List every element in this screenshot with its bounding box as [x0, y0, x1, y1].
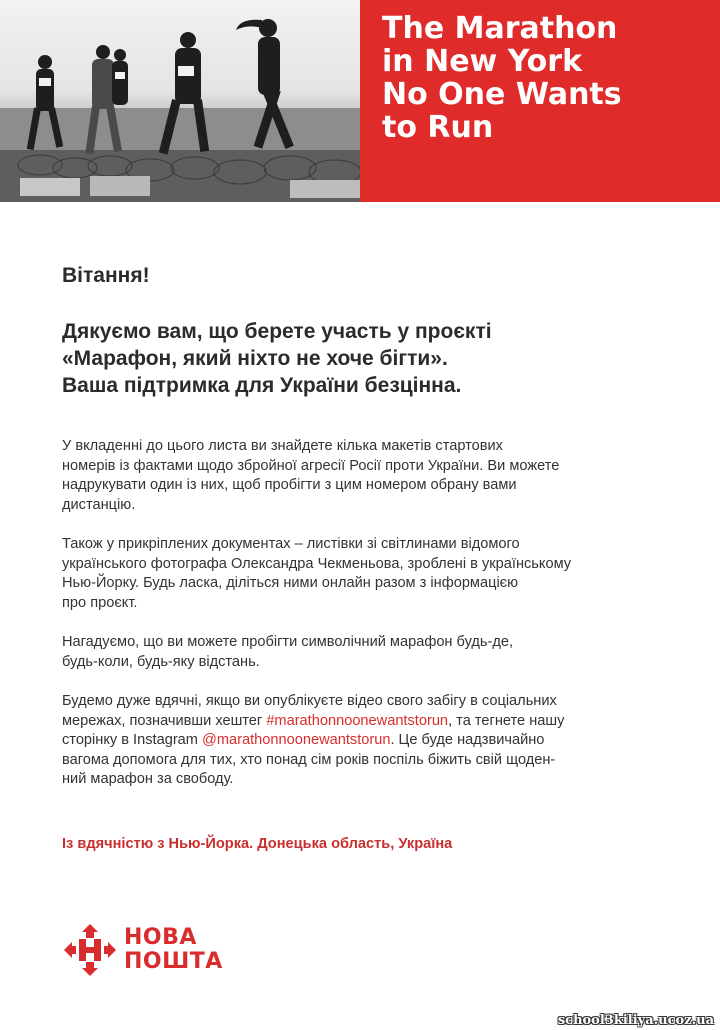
- nova-poshta-wordmark: [124, 926, 223, 974]
- paragraph-line: ний марафон за свободу.: [62, 771, 234, 787]
- paragraph-line: Нагадуємо, що ви можете пробігти символічний марафон будь-де,: [62, 634, 514, 650]
- paragraph-social: [62, 692, 662, 790]
- paragraph-line: надрукувати один із них, щоб пробігти з цим номером обрану вами: [62, 477, 517, 493]
- hashtag-link[interactable]: #marathonnoonewantstorun: [266, 712, 449, 729]
- runners-illustration: [0, 0, 360, 202]
- paragraph-line: дистанцію.: [62, 496, 136, 513]
- text-fragment: , та тегнете нашу: [448, 712, 565, 729]
- hero-banner: [0, 0, 720, 202]
- hero-title-line: No One Wants: [382, 77, 622, 112]
- paragraph-postcards: [62, 535, 662, 613]
- paragraph-line: У вкладенні до цього листа ви знайдете кілька макетів стартових: [62, 438, 503, 454]
- paragraph-line: про проєкт.: [62, 594, 138, 611]
- text-fragment: сторінку в Instagram: [62, 732, 203, 748]
- text-fragment: . Це буде надзвичайно: [390, 732, 545, 748]
- lead-statement: [62, 318, 662, 399]
- hero-title-line: in New York: [382, 44, 583, 79]
- site-watermark: school3kiliya.ucoz.ua: [557, 1013, 714, 1028]
- paragraph-line: Нью-Йорку. Будь ласка, діліться ними онлайн разом з інформацією: [62, 575, 519, 591]
- runners-photo: [0, 0, 360, 202]
- paragraph-attachments: [62, 437, 662, 515]
- paragraph-line: [62, 712, 662, 732]
- greeting: Вітання!: [62, 264, 150, 287]
- lead-line: Ваша підтримка для України безцінна.: [62, 374, 462, 397]
- instagram-handle-link[interactable]: @marathonnoonewantstorun: [202, 732, 391, 748]
- paragraph-line: українського фотографа Олександра Чекменьова, зроблені в українському: [62, 555, 572, 572]
- letter-body: [62, 262, 662, 790]
- paragraph-line: будь-коли, будь-яку відстань.: [62, 653, 260, 670]
- nova-poshta-logo: [62, 922, 262, 978]
- paragraph-reminder: [62, 633, 662, 672]
- text-fragment: мережах, позначивши хештег: [62, 712, 267, 729]
- paragraph-line: Будемо дуже вдячні, якщо ви опублікуєте відео свого забігу в соціальних: [62, 693, 557, 709]
- signoff: Із вдячністю з Нью-Йорка. Донецька область, Україна: [62, 836, 453, 852]
- paragraph-line: вагома допомога для тих, хто понад сім років поспіль біжить свій щоден-: [62, 751, 556, 768]
- hero-title-line: The Marathon: [382, 11, 618, 46]
- lead-line: «Марафон, який ніхто не хоче бігти».: [62, 347, 448, 370]
- nova-poshta-logo-mark-icon: [62, 922, 118, 978]
- hero-title-line: to Run: [382, 110, 494, 145]
- lead-line: Дякуємо вам, що берете участь у проєкті: [62, 320, 492, 343]
- paragraph-line: Також у прикріплених документах – листівки зі світлинами відомого: [62, 536, 520, 552]
- hero-title-box: [360, 0, 720, 202]
- paragraph-line: [62, 731, 662, 751]
- paragraph-line: номерів із фактами щодо збройної агресії Росії проти України. Ви можете: [62, 457, 560, 474]
- logo-line: ПОШТА: [124, 949, 223, 974]
- logo-line: НОВА: [124, 925, 197, 950]
- hero-title: [382, 12, 712, 144]
